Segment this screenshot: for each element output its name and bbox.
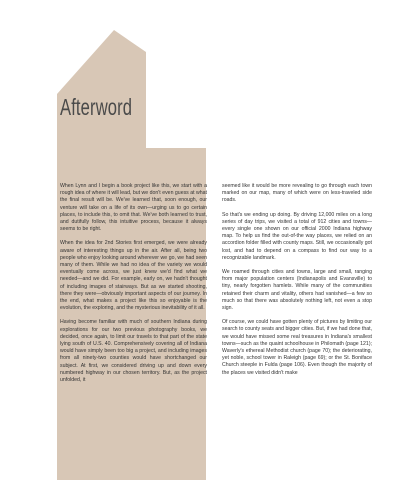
paragraph: When Lynn and I begin a book project like this, we start with a rough idea of where it will lead, but we don't even guess at what the final result will be. We've learned that, soon enough, our venture will take on a life of its own—urging us to go certain places, to include this, to omit that. We've both learned to trust, and dutifully follow, this intuitive process, because it always seems to be right. [60, 183, 207, 233]
paragraph: So that's we ending up doing. By driving 12,000 miles on a long series of day trips, we visited a total of 912 cities and towns—every single one shown on our official 2000 Indiana highway map. To help us find the out-of-the way places, we relied on an accordion folder filled with county maps. Still, we occasionally got lost, and had to depend on a compass to find our way to a recognizable landmark. [222, 211, 372, 261]
right-text-column [222, 183, 372, 384]
left-text-column [60, 183, 207, 391]
paragraph: Having become familiar with much of southern Indiana during explorations for our two previous photography books, we decided, once again, to limit our travels to that part of the state lying south of U.S. 40. Comprehensively covering all of Indiana would have simply been too big a project, and including images from all ninety-two counties would have shortchanged our subject. At first, we considered driving up and down every numbered highway in our chosen territory. But, as the project unfolded, it [60, 319, 207, 384]
paragraph: seemed like it would be more revealing to go through each town marked on our map, many of which were on less-traveled side roads. [222, 183, 372, 204]
paragraph: We roamed through cities and towns, large and small, ranging from major population centers (Indianapolis and Evansville) to tiny, nearly forgotten hamlets. While many of the communities retained their charm and vitality, others had vanished—a few so much so that there was absolutely nothing left, not even a stop sign. [222, 269, 372, 312]
paragraph: Of course, we could have gotten plenty of pictures by limiting our search to county seats and bigger cities. But, if we had done that, we would have missed some real treasures in Indiana's smallest towns—such as the quaint schoolhouse in Philomath (page 121); Waverly's ethereal Methodist church (page 70); the deteriorating, yet noble, school tower in Raleigh (page 69); or the St. Boniface Church steeple in Fulda (page 106). Even though the majority of the places we visited didn't make [222, 319, 372, 376]
paragraph: When the idea for 2nd Stories first emerged, we were already aware of interesting things up in the air. After all, being two people who enjoy looking around wherever we go, we had seen many of them. While we had no idea of the variety we would eventually come across, we just knew we'd find what we needed—and we did. For example, early on, we hadn't thought of including images of stairways. But as we started shooting, there they were—obviously important aspects of our journey. In the end, what makes a project like this so enjoyable is the evolution, the exploring, and the mysterious inevitability of it all. [60, 240, 207, 312]
page-title: Afterword [60, 94, 133, 120]
